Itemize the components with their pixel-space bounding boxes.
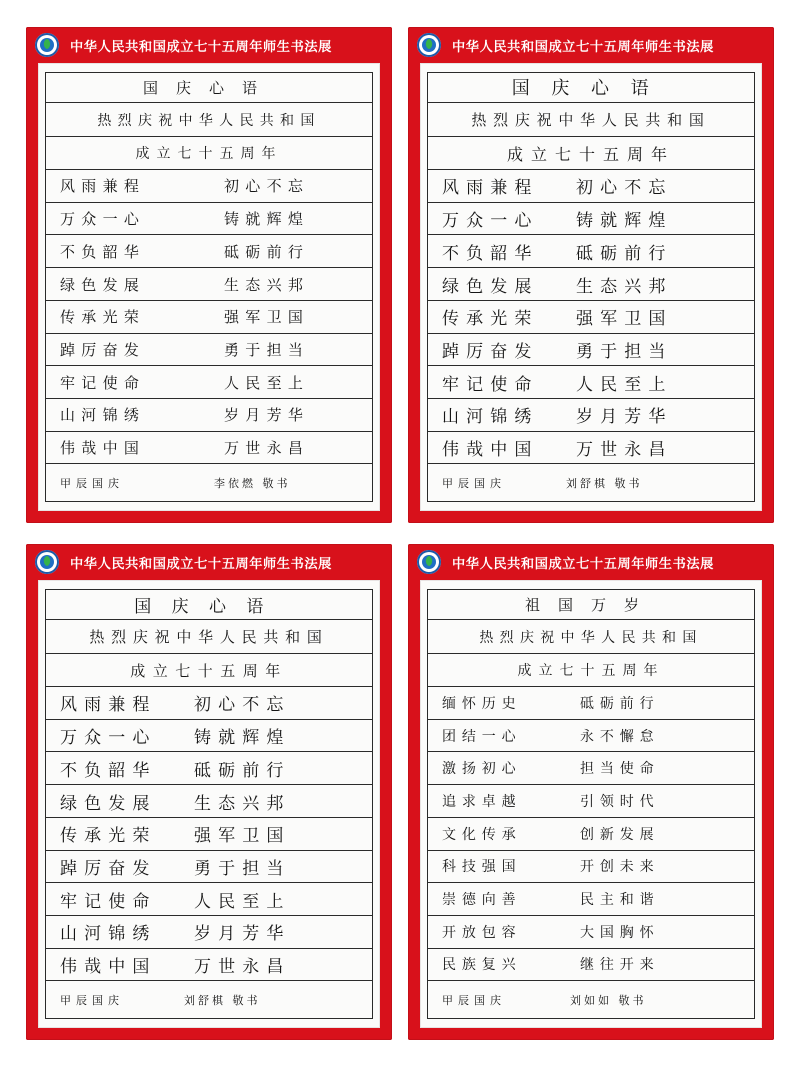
couplet-left: 牢记使命	[60, 891, 157, 912]
couplet-left: 伟哉中国	[60, 438, 146, 457]
couplet-line	[46, 203, 372, 236]
signature-line	[428, 464, 754, 502]
poem-heading-line	[428, 620, 754, 655]
ruled-grid	[45, 589, 373, 1019]
couplet-left: 牢记使命	[442, 374, 539, 395]
couplet-line	[428, 203, 754, 236]
couplet-left: 民族复兴	[442, 957, 522, 974]
couplet-line	[46, 818, 372, 851]
couplet-right: 初心不忘	[194, 695, 291, 716]
poem-title	[46, 590, 372, 620]
couplet-left: 绿色发展	[60, 793, 157, 814]
signature-line	[46, 981, 372, 1019]
couplet-left: 传承光荣	[442, 309, 539, 330]
couplet-line	[46, 399, 372, 432]
calligraphy-card-2	[408, 27, 774, 523]
couplet-line	[46, 235, 372, 268]
couplet-right: 岁月芳华	[576, 407, 673, 428]
couplet-left: 踔厉奋发	[60, 340, 146, 359]
couplet-left: 追求卓越	[442, 794, 522, 811]
line-text: 国庆心语	[142, 78, 275, 97]
school-logo-icon	[417, 33, 441, 57]
couplet-right: 砥砺前行	[580, 695, 660, 712]
poem-heading-line	[46, 137, 372, 170]
calligraphy-card-1	[26, 27, 392, 523]
line-text: 国庆心语	[511, 78, 671, 100]
couplet-right: 万世永昌	[224, 438, 310, 457]
couplet-line	[46, 851, 372, 884]
couplet-line	[46, 949, 372, 982]
date-inscription: 甲辰国庆	[442, 477, 506, 491]
couplet-left: 开放包容	[442, 924, 522, 941]
couplet-line	[428, 851, 754, 884]
couplet-left: 缅怀历史	[442, 695, 522, 712]
calligraphy-paper	[420, 580, 762, 1028]
couplet-right: 万世永昌	[194, 956, 291, 977]
couplet-left: 风雨兼程	[60, 177, 146, 196]
school-logo-icon	[417, 550, 441, 574]
calligraphy-paper	[38, 63, 380, 511]
author-signature: 李依燃 敬书	[214, 477, 291, 491]
line-text: 成立七十五周年	[506, 144, 675, 164]
couplet-right: 生态兴邦	[576, 276, 673, 297]
couplet-line	[46, 687, 372, 720]
couplet-line	[428, 235, 754, 268]
exhibition-header	[408, 544, 774, 580]
couplet-line	[428, 687, 754, 720]
poem-heading-line	[46, 620, 372, 655]
couplet-right: 大国胸怀	[580, 924, 660, 941]
couplet-right: 万世永昌	[576, 439, 673, 460]
school-logo-icon	[35, 33, 59, 57]
couplet-line	[46, 883, 372, 916]
couplet-right: 担当使命	[580, 761, 660, 778]
couplet-left: 万众一心	[442, 211, 539, 232]
poem-heading-line	[428, 654, 754, 687]
couplet-right: 铸就辉煌	[194, 728, 291, 749]
couplet-right: 岁月芳华	[224, 406, 310, 425]
couplet-line	[428, 399, 754, 432]
exhibition-title: 中华人民共和国成立七十五周年师生书法展	[70, 40, 332, 55]
exhibition-title: 中华人民共和国成立七十五周年师生书法展	[452, 557, 714, 572]
couplet-left: 山河锦绣	[60, 924, 157, 945]
couplet-right: 勇于担当	[194, 858, 291, 879]
exhibition-header	[408, 27, 774, 63]
couplet-line	[46, 334, 372, 367]
couplet-line	[428, 818, 754, 851]
line-text: 国庆心语	[134, 596, 284, 617]
couplet-right: 岁月芳华	[194, 924, 291, 945]
line-text: 成立七十五周年	[135, 146, 283, 163]
couplet-right: 勇于担当	[224, 340, 310, 359]
poem-title	[428, 73, 754, 103]
exhibition-header	[26, 27, 392, 63]
couplet-right: 强军卫国	[194, 826, 291, 847]
signature-line	[46, 464, 372, 502]
line-text: 热烈庆祝中华人民共和国	[97, 112, 321, 129]
couplet-right: 永不懈怠	[580, 728, 660, 745]
couplet-right: 生态兴邦	[224, 275, 310, 294]
poem-title	[428, 590, 754, 620]
couplet-right: 创新发展	[580, 826, 660, 843]
couplet-left: 激扬初心	[442, 761, 522, 778]
couplet-left: 不负韶华	[442, 243, 539, 264]
couplet-line	[428, 268, 754, 301]
date-inscription: 甲辰国庆	[60, 994, 124, 1008]
couplet-right: 开创未来	[580, 859, 660, 876]
school-logo-icon	[35, 550, 59, 574]
couplet-line	[428, 366, 754, 399]
couplet-right: 初心不忘	[224, 177, 310, 196]
couplet-right: 生态兴邦	[194, 793, 291, 814]
couplet-right: 人民至上	[224, 373, 310, 392]
couplet-line	[46, 432, 372, 465]
couplet-line	[428, 949, 754, 982]
couplet-right: 人民至上	[194, 891, 291, 912]
couplet-right: 人民至上	[576, 374, 673, 395]
couplet-right: 砥砺前行	[576, 243, 673, 264]
poem-heading-line	[428, 103, 754, 138]
couplet-left: 文化传承	[442, 826, 522, 843]
couplet-line	[428, 785, 754, 818]
couplet-right: 初心不忘	[576, 178, 673, 199]
couplet-left: 牢记使命	[60, 373, 146, 392]
couplet-line	[46, 785, 372, 818]
couplet-left: 绿色发展	[60, 275, 146, 294]
couplet-line	[428, 752, 754, 785]
signature-line	[428, 981, 754, 1019]
couplet-line	[428, 883, 754, 916]
line-text: 热烈庆祝中华人民共和国	[471, 111, 711, 130]
couplet-left: 万众一心	[60, 728, 157, 749]
couplet-line	[46, 720, 372, 753]
couplet-left: 科技强国	[442, 859, 522, 876]
couplet-left: 风雨兼程	[442, 178, 539, 199]
couplet-right: 强军卫国	[576, 309, 673, 330]
line-text: 热烈庆祝中华人民共和国	[479, 629, 703, 646]
poem-heading-line	[46, 103, 372, 138]
couplet-right: 铸就辉煌	[576, 211, 673, 232]
line-text: 热烈庆祝中华人民共和国	[89, 628, 329, 647]
couplet-left: 伟哉中国	[60, 956, 157, 977]
date-inscription: 甲辰国庆	[60, 477, 124, 491]
couplet-line	[428, 170, 754, 203]
exhibition-title: 中华人民共和国成立七十五周年师生书法展	[70, 557, 332, 572]
couplet-left: 崇德向善	[442, 892, 522, 909]
date-inscription: 甲辰国庆	[442, 994, 506, 1008]
couplet-left: 传承光荣	[60, 826, 157, 847]
couplet-right: 铸就辉煌	[224, 210, 310, 229]
couplet-left: 绿色发展	[442, 276, 539, 297]
couplet-right: 强军卫国	[224, 308, 310, 327]
couplet-right: 引领时代	[580, 794, 660, 811]
couplet-left: 团结一心	[442, 728, 522, 745]
couplet-left: 万众一心	[60, 210, 146, 229]
couplet-left: 不负韶华	[60, 760, 157, 781]
couplet-line	[428, 916, 754, 949]
couplet-line	[46, 366, 372, 399]
couplet-line	[46, 301, 372, 334]
couplet-right: 民主和谐	[580, 892, 660, 909]
exhibition-title: 中华人民共和国成立七十五周年师生书法展	[452, 40, 714, 55]
ruled-grid	[427, 72, 755, 502]
couplet-line	[428, 301, 754, 334]
calligraphy-card-4	[408, 544, 774, 1040]
poem-title	[46, 73, 372, 103]
author-signature: 刘舒棋 敬书	[184, 994, 261, 1008]
couplet-left: 传承光荣	[60, 308, 146, 327]
couplet-left: 踔厉奋发	[60, 858, 157, 879]
line-text: 成立七十五周年	[130, 661, 288, 680]
couplet-left: 山河锦绣	[442, 407, 539, 428]
exhibition-header	[26, 544, 392, 580]
couplet-line	[46, 170, 372, 203]
calligraphy-paper	[38, 580, 380, 1028]
couplet-right: 砥砺前行	[224, 242, 310, 261]
couplet-right: 砥砺前行	[194, 760, 291, 781]
couplet-line	[428, 334, 754, 367]
line-text: 成立七十五周年	[517, 663, 665, 680]
couplet-line	[46, 916, 372, 949]
couplet-left: 踔厉奋发	[442, 341, 539, 362]
couplet-left: 风雨兼程	[60, 695, 157, 716]
couplet-line	[428, 720, 754, 753]
poem-heading-line	[428, 137, 754, 170]
couplet-line	[46, 752, 372, 785]
ruled-grid	[427, 589, 755, 1019]
poem-heading-line	[46, 654, 372, 687]
couplet-right: 继往开来	[580, 957, 660, 974]
couplet-left: 不负韶华	[60, 242, 146, 261]
author-signature: 刘舒棋 敬书	[566, 477, 643, 491]
line-text: 祖国万岁	[524, 595, 657, 614]
calligraphy-paper	[420, 63, 762, 511]
couplet-right: 勇于担当	[576, 341, 673, 362]
couplet-line	[46, 268, 372, 301]
calligraphy-card-3	[26, 544, 392, 1040]
author-signature: 刘如如 敬书	[570, 994, 647, 1008]
couplet-line	[428, 432, 754, 465]
couplet-left: 伟哉中国	[442, 439, 539, 460]
ruled-grid	[45, 72, 373, 502]
couplet-left: 山河锦绣	[60, 406, 146, 425]
